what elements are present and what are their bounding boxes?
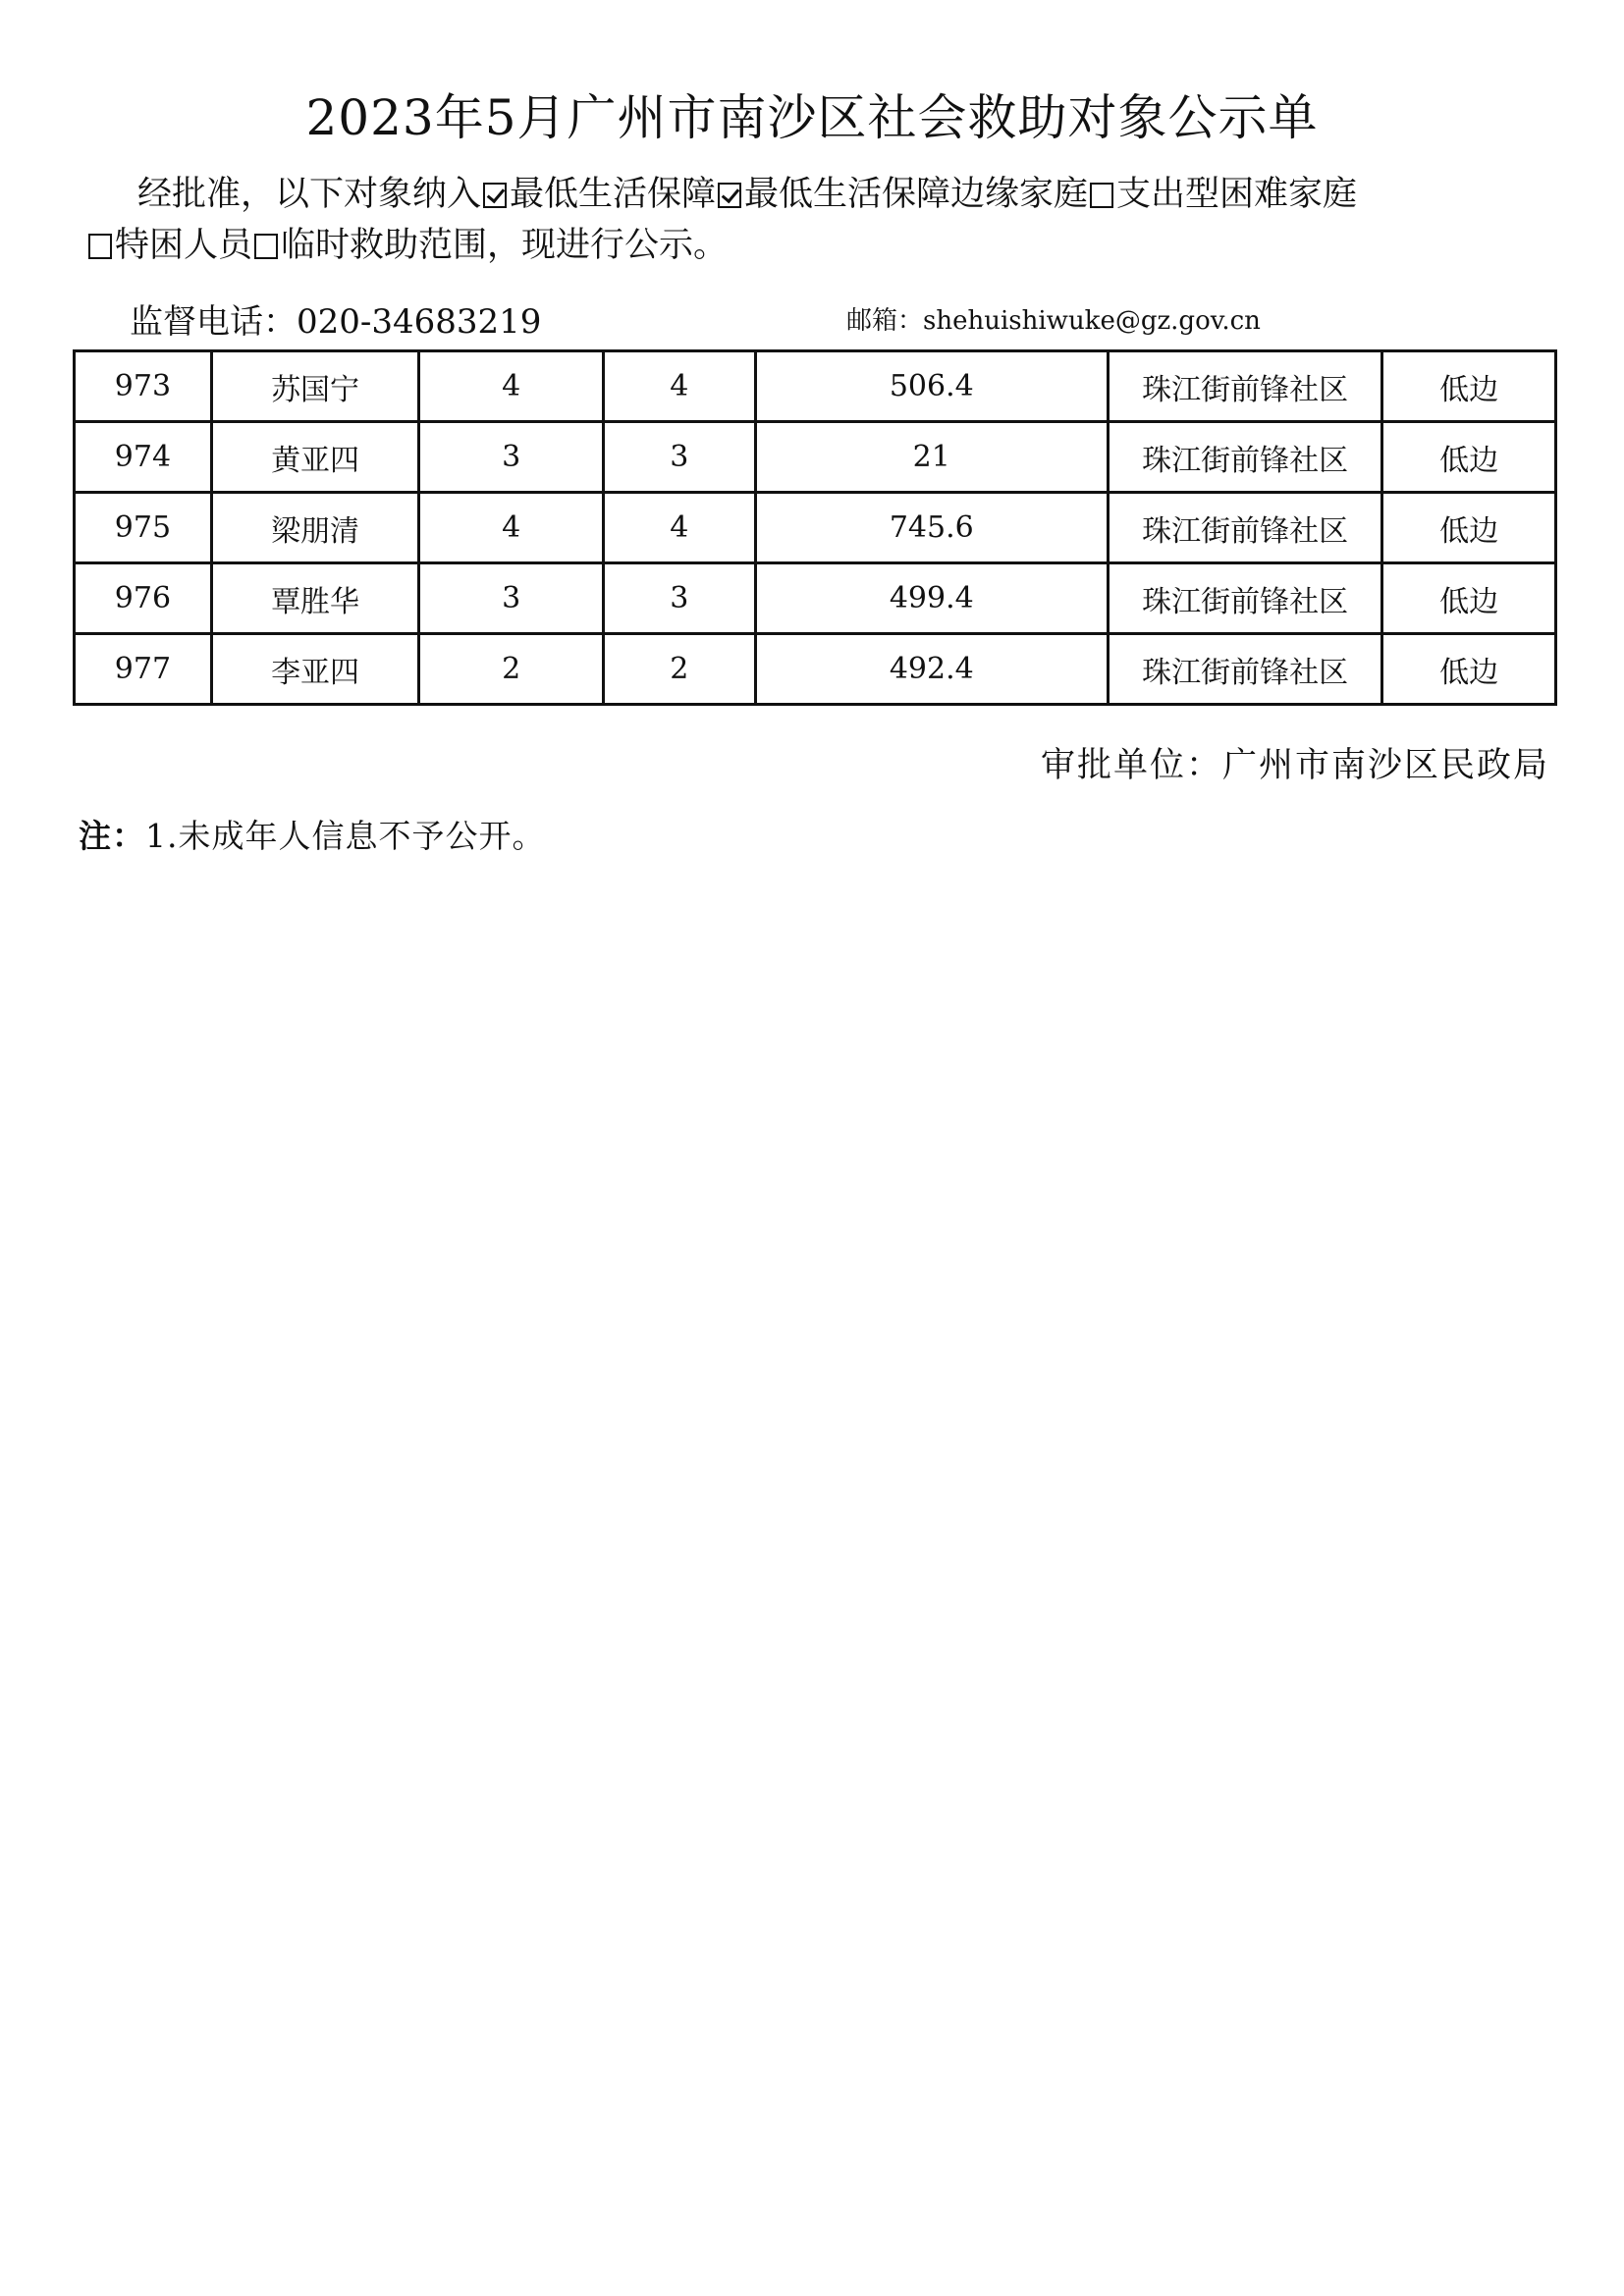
footnote — [79, 811, 546, 857]
cell-amount: 745.6 — [755, 493, 1108, 563]
cell-name: 梁朋清 — [211, 493, 419, 563]
supervision-phone: 监督电话：020-34683219 — [130, 302, 542, 342]
cell-community: 珠江街前锋社区 — [1108, 493, 1381, 563]
intro-suffix: 范围，现进行公示。 — [418, 226, 729, 265]
cell-name: 黄亚四 — [211, 422, 419, 493]
cell-covered: 4 — [603, 493, 755, 563]
table-row — [75, 422, 1556, 493]
cell-covered: 3 — [603, 563, 755, 634]
cell-no: 973 — [75, 351, 212, 422]
cell-type: 低边 — [1382, 422, 1556, 493]
footnote-label: 注： — [79, 817, 145, 855]
cell-covered: 2 — [603, 634, 755, 705]
cell-household: 2 — [419, 634, 604, 705]
option-label: 最低生活保障 — [510, 175, 717, 214]
intro-prefix: 经批准，以下对象纳入 — [137, 175, 482, 214]
cell-covered: 3 — [603, 422, 755, 493]
cell-amount: 492.4 — [755, 634, 1108, 705]
checkbox-checked-icon — [483, 183, 507, 208]
cell-household: 4 — [419, 493, 604, 563]
cell-no: 976 — [75, 563, 212, 634]
cell-household: 4 — [419, 351, 604, 422]
cell-amount: 21 — [755, 422, 1108, 493]
cell-name: 李亚四 — [211, 634, 419, 705]
cell-community: 珠江街前锋社区 — [1108, 351, 1381, 422]
cell-amount: 499.4 — [755, 563, 1108, 634]
cell-community: 珠江街前锋社区 — [1108, 422, 1381, 493]
cell-covered: 4 — [603, 351, 755, 422]
cell-no: 977 — [75, 634, 212, 705]
table-row — [75, 351, 1556, 422]
cell-household: 3 — [419, 422, 604, 493]
cell-name: 苏国宁 — [211, 351, 419, 422]
cell-no: 974 — [75, 422, 212, 493]
cell-type: 低边 — [1382, 634, 1556, 705]
cell-household: 3 — [419, 563, 604, 634]
cell-type: 低边 — [1382, 493, 1556, 563]
footnote-text: 1.未成年人信息不予公开。 — [145, 817, 546, 855]
table-row — [75, 634, 1556, 705]
checkbox-unchecked-icon — [88, 234, 112, 259]
checkbox-unchecked-icon — [1090, 183, 1113, 208]
checkbox-checked-icon — [718, 183, 741, 208]
recipients-table — [73, 349, 1557, 706]
option-label: 最低生活保障边缘家庭 — [744, 175, 1089, 214]
page-title: 2023年5月广州市南沙区社会救助对象公示单 — [305, 89, 1319, 146]
option-label: 临时救助 — [281, 226, 419, 265]
cell-no: 975 — [75, 493, 212, 563]
option-label: 支出型困难家庭 — [1116, 175, 1358, 214]
cell-name: 覃胜华 — [211, 563, 419, 634]
checkbox-unchecked-icon — [254, 234, 278, 259]
cell-type: 低边 — [1382, 563, 1556, 634]
table-row — [75, 493, 1556, 563]
cell-community: 珠江街前锋社区 — [1108, 634, 1381, 705]
cell-community: 珠江街前锋社区 — [1108, 563, 1381, 634]
approving-authority: 审批单位：广州市南沙区民政局 — [1040, 746, 1549, 785]
table-row — [75, 563, 1556, 634]
option-label: 特困人员 — [115, 226, 253, 265]
cell-amount: 506.4 — [755, 351, 1108, 422]
intro-paragraph — [86, 169, 1559, 271]
email-address: 邮箱：shehuishiwuke@gz.gov.cn — [846, 306, 1261, 336]
cell-type: 低边 — [1382, 351, 1556, 422]
